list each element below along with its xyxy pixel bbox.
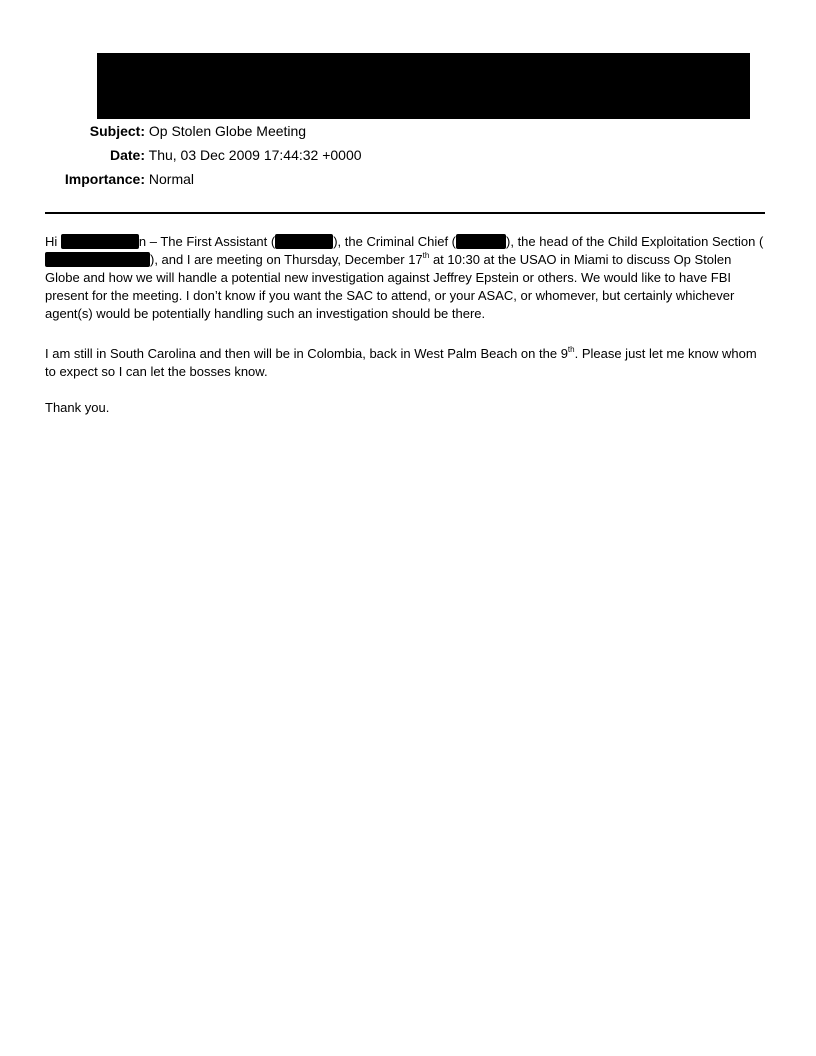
- p2-superscript: th: [567, 345, 575, 354]
- p1-text-1b: n – The First Assistant (: [138, 234, 276, 249]
- p2-text-1: I am still in South Carolina and then will be in Colombia, back in West Palm Beach on the 9: [45, 346, 568, 361]
- body-paragraph-2: [45, 345, 765, 381]
- p1-text-1: Hi: [45, 234, 61, 249]
- subject-row: [45, 122, 306, 140]
- body-paragraph-3: Thank you.: [45, 400, 110, 415]
- subject-value: Op Stolen Globe Meeting: [148, 123, 307, 139]
- body-paragraph-1: [45, 233, 765, 323]
- p1-text-3: ), the head of the Child Exploitation Section (: [506, 234, 764, 249]
- subject-label: Subject:: [89, 123, 145, 139]
- p2-text-2: . Please just let me know whom to expect so I can let the bosses know.: [45, 346, 757, 379]
- header-divider: [45, 212, 765, 214]
- redaction-recipient-name: [61, 234, 139, 249]
- p1-superscript: th: [422, 251, 430, 260]
- importance-label: Importance:: [64, 171, 145, 187]
- redaction-criminal-chief: [456, 234, 506, 249]
- p1-text-4: ), and I are meeting on Thursday, December 17: [150, 252, 423, 267]
- date-row: [45, 146, 362, 164]
- redaction-section-head: [45, 252, 150, 267]
- date-label: Date:: [109, 147, 145, 163]
- redacted-header-block: [97, 53, 750, 119]
- redaction-first-assistant: [275, 234, 333, 249]
- p1-text-2: ), the Criminal Chief (: [333, 234, 457, 249]
- p1-text-5: at 10:30 at the USAO in Miami to discuss Op Stolen Globe and how we will handle a potential new investigation against Jeffrey Epstein or others. We would like to have FBI present for the meeting. I don’t know if you want the SAC to attend, or your ASAC, or whomever, but certainly whichever agent(s) would be potentially handling such an investigation should be there.: [45, 252, 735, 321]
- importance-row: [45, 170, 194, 188]
- importance-value: Normal: [148, 171, 195, 187]
- date-value: Thu, 03 Dec 2009 17:44:32 +0000: [148, 147, 362, 163]
